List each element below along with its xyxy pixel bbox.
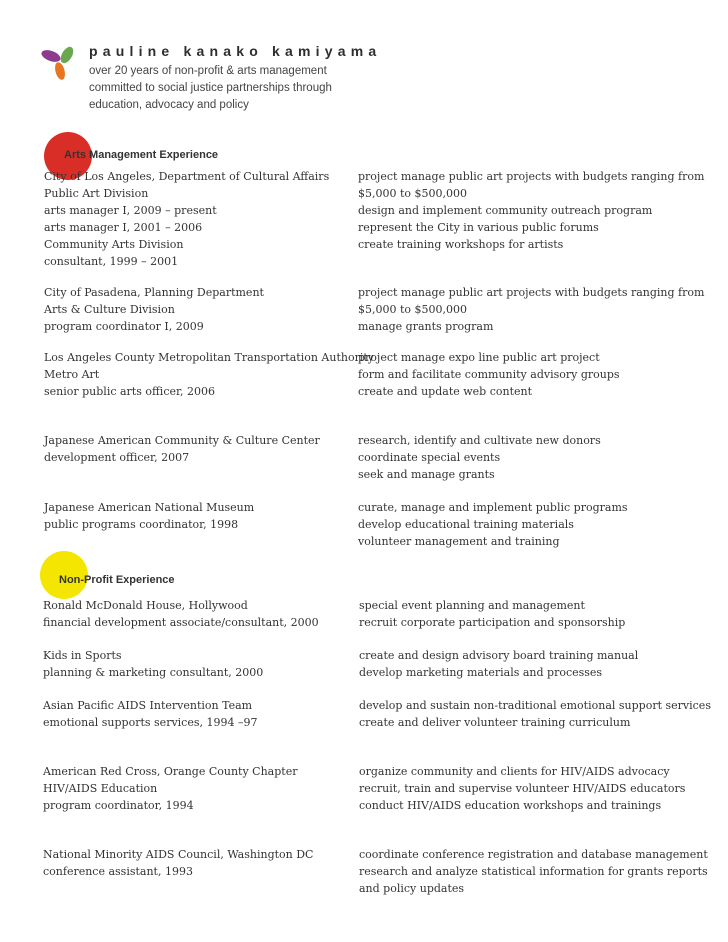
duty-line: and policy updates bbox=[359, 882, 465, 895]
role-line: program coordinator, 1994 bbox=[43, 799, 194, 812]
role-line: City of Pasadena, Planning Department bbox=[44, 286, 264, 299]
duty-line: create and deliver volunteer training curriculum bbox=[359, 716, 631, 729]
duty-line: $5,000 to $500,000 bbox=[358, 303, 468, 316]
role-line: Los Angeles County Metropolitan Transportation Authority bbox=[44, 351, 374, 364]
tagline-line: over 20 years of non-profit & arts management bbox=[89, 65, 327, 77]
duty-line: volunteer management and training bbox=[358, 535, 560, 548]
role-line: Public Art Division bbox=[44, 187, 149, 200]
tagline-line: committed to social justice partnerships through bbox=[89, 82, 332, 94]
duty-line: coordinate special events bbox=[358, 451, 501, 464]
role-line: Japanese American National Museum bbox=[44, 501, 255, 514]
role-line: arts manager I, 2001 – 2006 bbox=[44, 221, 203, 234]
tagline bbox=[89, 63, 332, 114]
role-line: financial development associate/consultant, 2000 bbox=[43, 616, 319, 629]
duty-line: curate, manage and implement public programs bbox=[358, 501, 628, 514]
role-line: Metro Art bbox=[44, 368, 100, 381]
role-line: HIV/AIDS Education bbox=[43, 782, 158, 795]
duty-line: create and design advisory board training manual bbox=[359, 649, 639, 662]
duty-line: project manage public art projects with budgets ranging from bbox=[358, 170, 705, 183]
role-line: American Red Cross, Orange County Chapter bbox=[43, 765, 298, 778]
role-line: National Minority AIDS Council, Washington DC bbox=[43, 848, 314, 861]
duty-line: develop marketing materials and processes bbox=[359, 666, 603, 679]
role-line: Ronald McDonald House, Hollywood bbox=[43, 599, 248, 612]
duty-line: manage grants program bbox=[358, 320, 494, 333]
duty-line: design and implement community outreach program bbox=[358, 204, 653, 217]
role-line: consultant, 1999 – 2001 bbox=[44, 255, 179, 268]
role-line: Asian Pacific AIDS Intervention Team bbox=[43, 699, 253, 712]
duty-line: research and analyze statistical information for grants reports bbox=[359, 865, 708, 878]
duty-line: $5,000 to $500,000 bbox=[358, 187, 468, 200]
role-line: public programs coordinator, 1998 bbox=[44, 518, 239, 531]
role-line: planning & marketing consultant, 2000 bbox=[43, 666, 264, 679]
duty-line: develop and sustain non-traditional emotional support services bbox=[359, 699, 711, 712]
role-line: Community Arts Division bbox=[44, 238, 184, 251]
nonprofit-section-title: Non-Profit Experience bbox=[59, 574, 175, 586]
duty-line: coordinate conference registration and database management bbox=[359, 848, 708, 861]
role-line: conference assistant, 1993 bbox=[43, 865, 193, 878]
role-line: emotional supports services, 1994 –97 bbox=[43, 716, 258, 729]
duty-line: form and facilitate community advisory groups bbox=[358, 368, 620, 381]
role-line: City of Los Angeles, Department of Cultural Affairs bbox=[44, 170, 330, 183]
duty-line: project manage public art projects with budgets ranging from bbox=[358, 286, 705, 299]
role-line: senior public arts officer, 2006 bbox=[44, 385, 216, 398]
role-line: Kids in Sports bbox=[43, 649, 122, 662]
logo-icon bbox=[40, 44, 80, 82]
duty-line: create training workshops for artists bbox=[358, 238, 564, 251]
duty-line: represent the City in various public forums bbox=[358, 221, 599, 234]
role-line: arts manager I, 2009 – present bbox=[44, 204, 217, 217]
person-name: pauline kanako kamiyama bbox=[89, 43, 382, 59]
duty-line: seek and manage grants bbox=[358, 468, 495, 481]
role-line: program coordinator I, 2009 bbox=[44, 320, 204, 333]
tagline-line: education, advocacy and policy bbox=[89, 99, 249, 111]
duty-line: develop educational training materials bbox=[358, 518, 574, 531]
duty-line: special event planning and management bbox=[359, 599, 585, 612]
role-line: Japanese American Community & Culture Center bbox=[44, 434, 320, 447]
duty-line: conduct HIV/AIDS education workshops and trainings bbox=[359, 799, 662, 812]
duty-line: research, identify and cultivate new donors bbox=[358, 434, 601, 447]
role-line: development officer, 2007 bbox=[44, 451, 190, 464]
arts-section-title: Arts Management Experience bbox=[64, 149, 219, 161]
role-line: Arts & Culture Division bbox=[44, 303, 175, 316]
duty-line: recruit, train and supervise volunteer HIV/AIDS educators bbox=[359, 782, 686, 795]
duty-line: project manage expo line public art project bbox=[358, 351, 600, 364]
duty-line: recruit corporate participation and sponsorship bbox=[359, 616, 626, 629]
duty-line: organize community and clients for HIV/AIDS advocacy bbox=[359, 765, 670, 778]
duty-line: create and update web content bbox=[358, 385, 533, 398]
